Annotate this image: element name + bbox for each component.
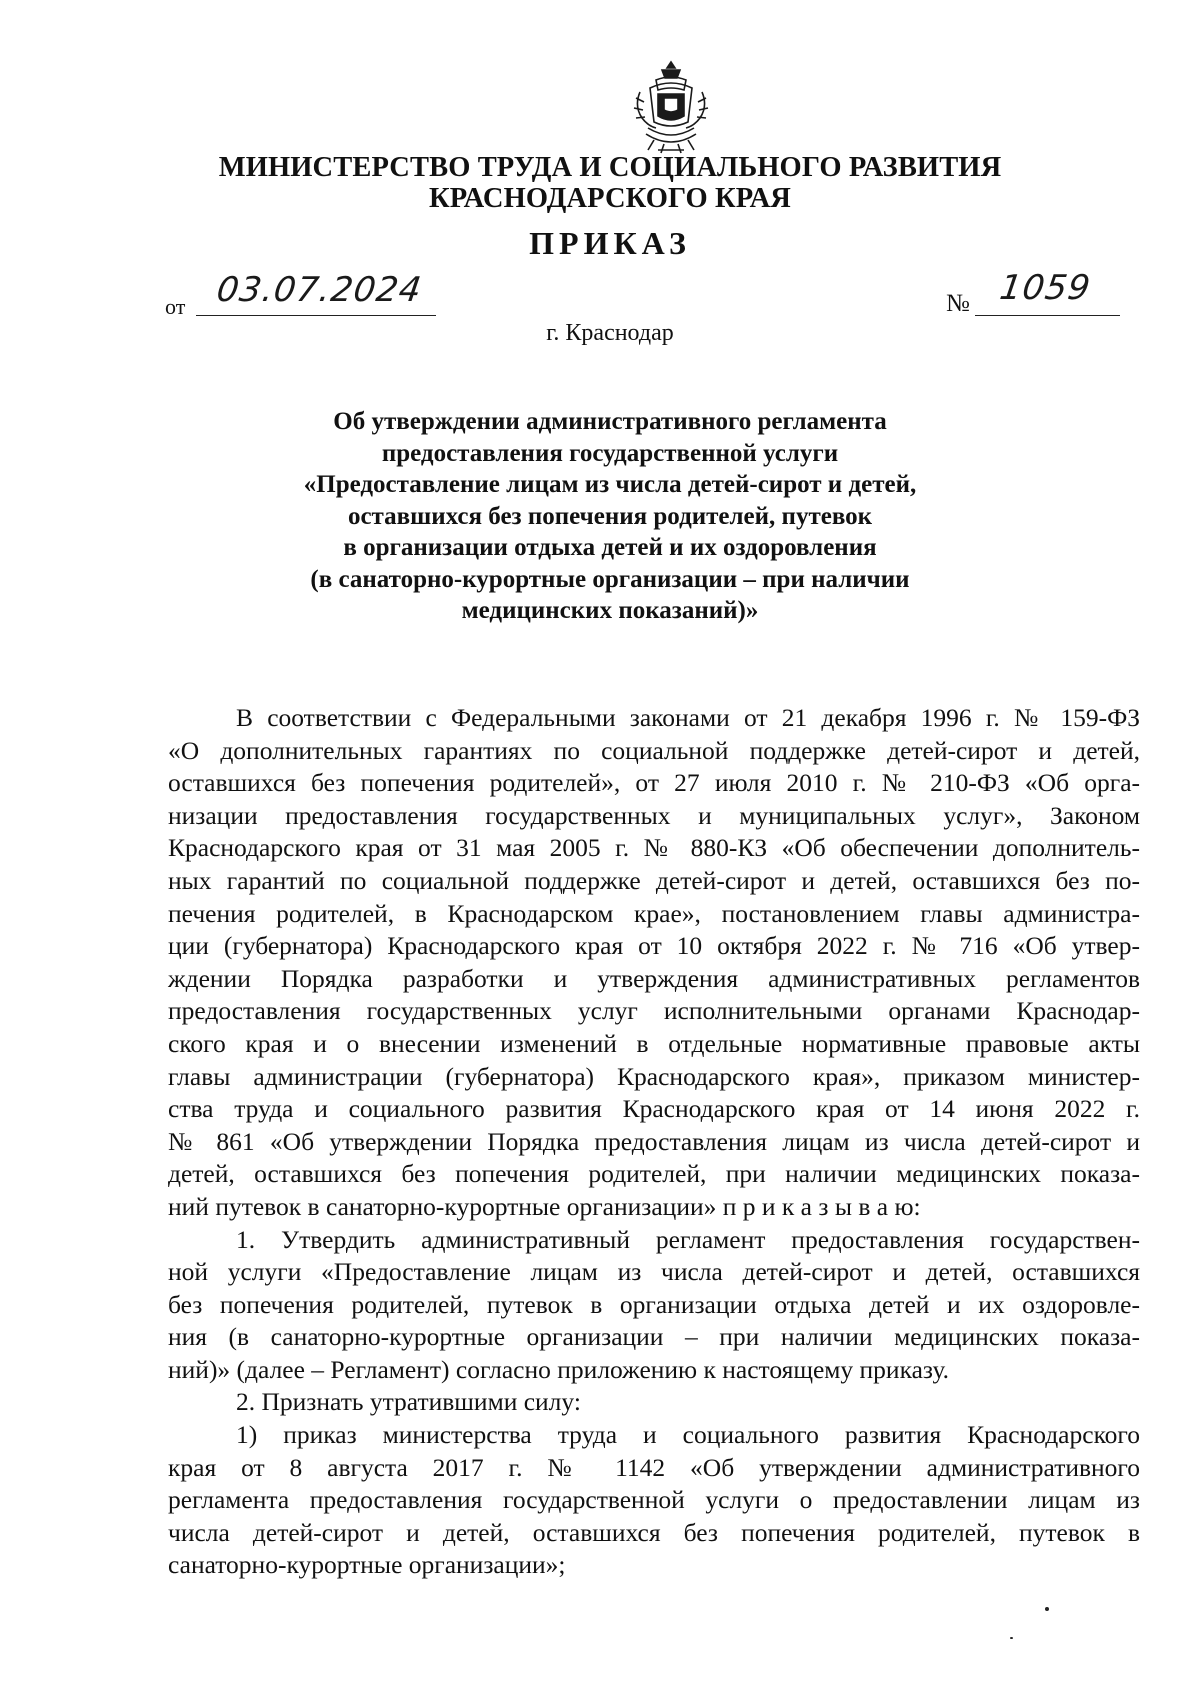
- title-line: (в санаторно-курортные организации – при наличии: [310, 565, 910, 593]
- body-line: «О дополнительных гарантиях по социальной поддержке детей-сирот и детей,: [168, 735, 1140, 765]
- ministry-name-line-1: МИНИСТЕРСТВО ТРУДА И СОЦИАЛЬНОГО РАЗВИТИЯ: [218, 152, 1002, 183]
- body-line: оставшихся без попечения родителей», от 27 июля 2010 г. № 210-ФЗ «Об орга-: [168, 768, 1140, 798]
- body-line: № 861 «Об утверждении Порядка предоставления лицам из числа детей-сирот и: [168, 1126, 1140, 1156]
- ministry-name-line-2: КРАСНОДАРСКОГО КРАЯ: [429, 183, 791, 214]
- body-line: 1. Утвердить административный регламент предоставления государствен-: [236, 1224, 1140, 1254]
- scan-speck: [1045, 1607, 1049, 1611]
- body-line: ных гарантий по социальной поддержке детей-сирот и детей, оставшихся без по-: [168, 865, 1140, 895]
- body-line: низации предоставления государственных и муниципальных услуг», Законом: [168, 800, 1140, 830]
- scan-speck: [1010, 1637, 1013, 1639]
- city-name: г. Краснодар: [546, 320, 674, 346]
- body-line: детей, оставшихся без попечения родителей, при наличии медицинских показа-: [168, 1159, 1140, 1189]
- document-kind: ПРИКАЗ: [529, 225, 691, 261]
- document-title: [10, 406, 1200, 627]
- body-line: В соответствии с Федеральными законами от 21 декабря 1996 г. № 159-ФЗ: [236, 703, 1140, 732]
- date-label: от: [165, 294, 186, 319]
- body-line: ства труда и социального развития Краснодарского края от 14 июня 2022 г.: [168, 1094, 1140, 1124]
- handwritten-date: 03.07.2024: [214, 270, 425, 310]
- body-line: ний путевок в санаторно-курортные организации» п р и к а з ы в а ю:: [168, 1191, 921, 1221]
- title-line: предоставления государственной услуги: [381, 439, 839, 467]
- coat-of-arms-emblem: [628, 58, 714, 156]
- body-line: числа детей-сирот и детей, оставшихся без попечения родителей, путевок в: [168, 1517, 1140, 1547]
- body-line: санаторно-курортные организации»;: [168, 1550, 566, 1580]
- body-line: без попечения родителей, путевок в организации отдыха детей и их оздоровле-: [168, 1289, 1140, 1319]
- body-line: Краснодарского края от 31 мая 2005 г. № 880-КЗ «Об обеспечении дополнитель-: [168, 833, 1140, 863]
- title-line: в организации отдыха детей и их оздоровления: [343, 534, 877, 561]
- title-line: «Предоставление лицам из числа детей-сирот и детей,: [303, 471, 917, 498]
- date-underline: [196, 315, 436, 316]
- title-line: медицинских показаний)»: [461, 597, 759, 624]
- number-label: №: [946, 290, 970, 317]
- body-line: ского края и о внесении изменений в отдельные нормативные правовые акты: [168, 1028, 1140, 1058]
- number-underline: [975, 315, 1120, 316]
- document-body: [168, 702, 1140, 1582]
- body-line: ждении Порядка разработки и утверждения административных регламентов: [168, 963, 1140, 993]
- body-line: печения родителей, в Краснодарском крае», постановлением главы администра-: [168, 898, 1140, 928]
- body-line: ний)» (далее – Регламент) согласно приложению к настоящему приказу.: [168, 1354, 950, 1384]
- title-line: оставшихся без попечения родителей, путевок: [347, 502, 873, 530]
- handwritten-number: 1059: [997, 268, 1094, 308]
- body-line: 1) приказ министерства труда и социального развития Краснодарского: [236, 1420, 1140, 1450]
- title-line: Об утверждении административного регламента: [333, 408, 887, 435]
- body-line: регламента предоставления государственной услуги о предоставлении лицам из: [168, 1485, 1140, 1515]
- body-line: края от 8 августа 2017 г. № 1142 «Об утверждении административного: [168, 1452, 1140, 1482]
- body-line: ной услуги «Предоставление лицам из числа детей-сирот и детей, оставшихся: [168, 1257, 1140, 1287]
- body-line: ния (в санаторно-курортные организации – при наличии медицинских показа-: [168, 1322, 1140, 1352]
- body-line: 2. Признать утратившими силу:: [236, 1387, 581, 1417]
- body-line: главы администрации (губернатора) Краснодарского края», приказом министер-: [168, 1061, 1140, 1091]
- body-line: предоставления государственных услуг исполнительными органами Краснодар-: [168, 996, 1140, 1026]
- body-line: ции (губернатора) Краснодарского края от 10 октября 2022 г. № 716 «Об утвер-: [168, 931, 1140, 961]
